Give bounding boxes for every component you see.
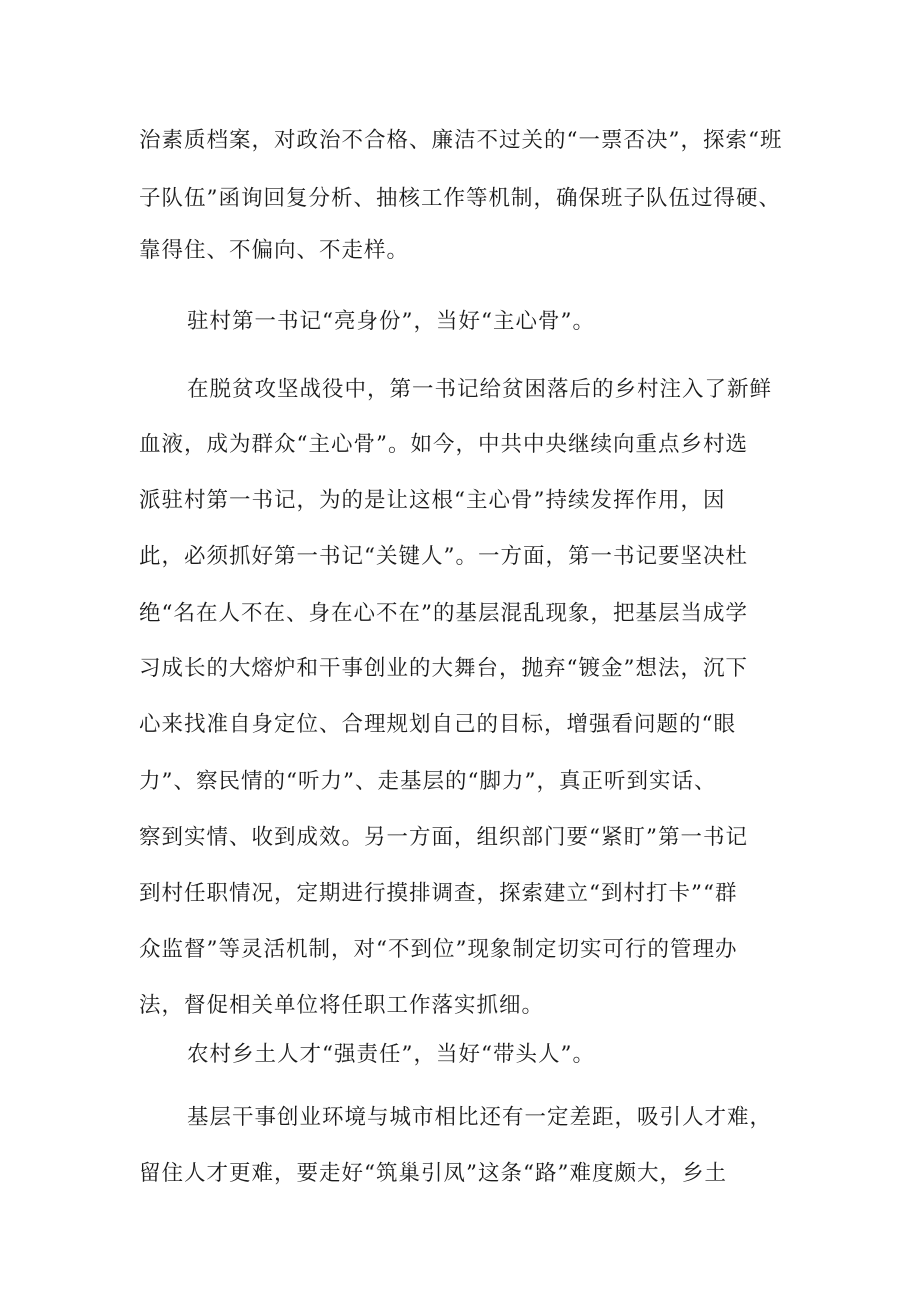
text-line: 力”、察民情的“听力”、走基层的“脚力”，真正听到实话、 [139, 769, 717, 794]
text-line: 派驻村第一书记，为的是让这根“主心骨”持续发挥作用，因 [139, 488, 726, 513]
text-line: 子队伍”函询回复分析、抽核工作等机制，确保班子队伍过得硬、 [139, 186, 781, 211]
text-line: 到村任职情况，定期进行摸排调查，探索建立“到村打卡”“群 [139, 881, 738, 906]
text-line: 心来找准自身定位、合理规划自己的目标，增强看问题的“眼 [139, 712, 736, 737]
text-line: 血液，成为群众“主心骨”。如今，中共中央继续向重点乡村选 [139, 432, 748, 457]
text-line: 在脱贫攻坚战役中，第一书记给贫困落后的乡村注入了新鲜 [187, 377, 773, 402]
text-line: 留住人才更难，要走好“筑巢引凤”这条“路”难度颇大，乡土 [139, 1161, 727, 1186]
section-heading: 农村乡土人才“强责任”，当好“带头人”。 [187, 1042, 595, 1067]
text-line: 察到实情、收到成效。另一方面，组织部门要“紧盯”第一书记 [139, 825, 748, 850]
text-line: 绝“名在人不在、身在心不在”的基层混乱现象，把基层当成学 [139, 601, 748, 626]
text-line: 习成长的大熔炉和干事创业的大舞台，抛弃“镀金”想法，沉下 [139, 656, 748, 681]
text-line: 此，必须抓好第一书记“关键人”。一方面，第一书记要坚决杜 [139, 544, 748, 569]
text-line: 治素质档案，对政治不合格、廉洁不过关的“一票否决”，探索“班 [139, 128, 783, 153]
section-heading: 驻村第一书记“亮身份”，当好“主心骨”。 [187, 309, 595, 334]
text-line: 靠得住、不偏向、不走样。 [139, 238, 410, 263]
text-line: 法，督促相关单位将任职工作落实抓细。 [139, 993, 545, 1018]
text-line: 众监督”等灵活机制，对“不到位”现象制定切实可行的管理办 [139, 937, 738, 962]
text-line: 基层干事创业环境与城市相比还有一定差距，吸引人才难， [187, 1105, 773, 1130]
